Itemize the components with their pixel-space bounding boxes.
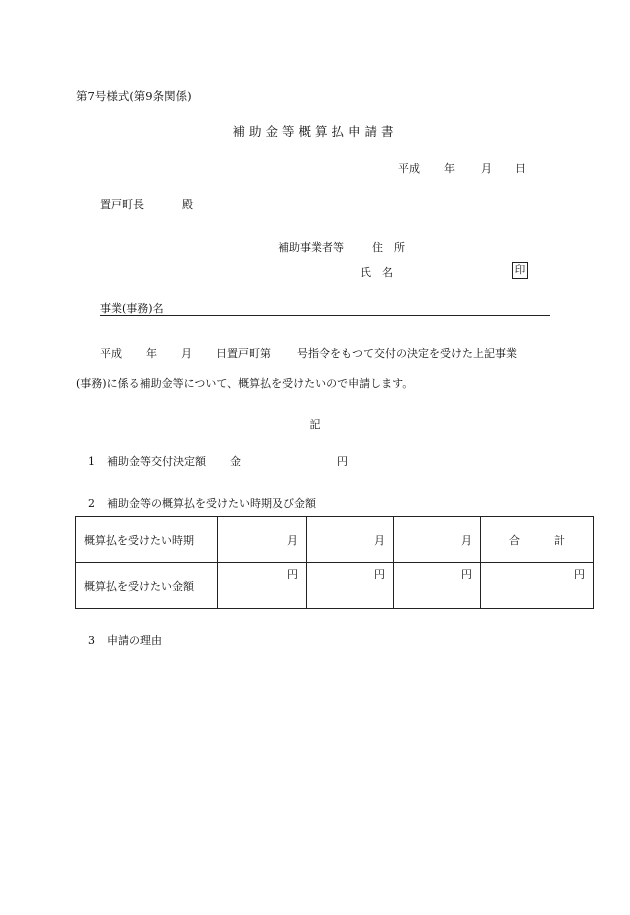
body-rest: 号指令をもつて交付の決定を受けた上記事業 <box>297 347 517 360</box>
item-2-number: 2 <box>88 497 95 510</box>
item-1-label: 補助金等交付決定額 <box>107 455 206 468</box>
ki-heading: 記 <box>309 418 321 431</box>
cell-month-2: 月 <box>307 517 394 563</box>
applicant-label: 補助事業者等 <box>278 241 344 254</box>
seal-mark: 印 <box>512 262 528 279</box>
total-char-a: 合 <box>509 533 520 547</box>
project-name-underline <box>100 315 550 316</box>
item-3-label: 申請の理由 <box>107 634 162 647</box>
body-year: 年 <box>146 347 157 360</box>
applicant-name-label: 氏 名 <box>360 266 393 279</box>
item-1-unit: 円 <box>337 455 348 468</box>
cell-yen-3: 円 <box>394 563 481 609</box>
cell-month-1: 月 <box>218 517 307 563</box>
row-header-period: 概算払を受けたい時期 <box>76 517 218 563</box>
body-day-office: 日置戸町第 <box>216 347 271 360</box>
body-month: 月 <box>181 347 192 360</box>
table-row-period <box>76 517 594 563</box>
cell-month-3: 月 <box>394 517 481 563</box>
document-title: 補助金等概算払申請書 <box>232 124 398 139</box>
cell-yen-2: 円 <box>307 563 394 609</box>
project-name-label: 事業(事務)名 <box>100 302 164 315</box>
body-line-2: (事務)に係る補助金等について、概算払を受けたいので申請します。 <box>76 377 414 390</box>
item-1-prefix: 金 <box>230 455 241 468</box>
body-era: 平成 <box>100 347 122 360</box>
item-3 <box>88 632 162 648</box>
addressee-honorific: 殿 <box>182 198 193 211</box>
table-row-amount <box>76 563 594 609</box>
cell-yen-total: 円 <box>481 563 594 609</box>
form-number: 第7号様式(第9条関係) <box>76 89 192 103</box>
item-2 <box>88 495 316 511</box>
addressee-name: 置戸町長 <box>100 198 144 211</box>
item-3-number: 3 <box>88 634 95 647</box>
row-header-amount: 概算払を受けたい金額 <box>76 563 218 609</box>
date-month: 月 <box>481 162 492 175</box>
cell-yen-1: 円 <box>218 563 307 609</box>
total-char-b: 計 <box>554 533 565 547</box>
body-line-1 <box>100 345 517 361</box>
date-day: 日 <box>515 162 526 175</box>
date-era: 平成 <box>398 162 420 175</box>
date-year: 年 <box>444 162 455 175</box>
item-1-number: 1 <box>88 455 95 468</box>
addressee <box>100 196 193 212</box>
advance-payment-table <box>75 516 594 609</box>
item-2-label: 補助金等の概算払を受けたい時期及び金額 <box>107 497 316 510</box>
item-1 <box>88 453 348 469</box>
applicant-address-label: 住 所 <box>372 241 405 254</box>
cell-total-header <box>481 517 594 563</box>
